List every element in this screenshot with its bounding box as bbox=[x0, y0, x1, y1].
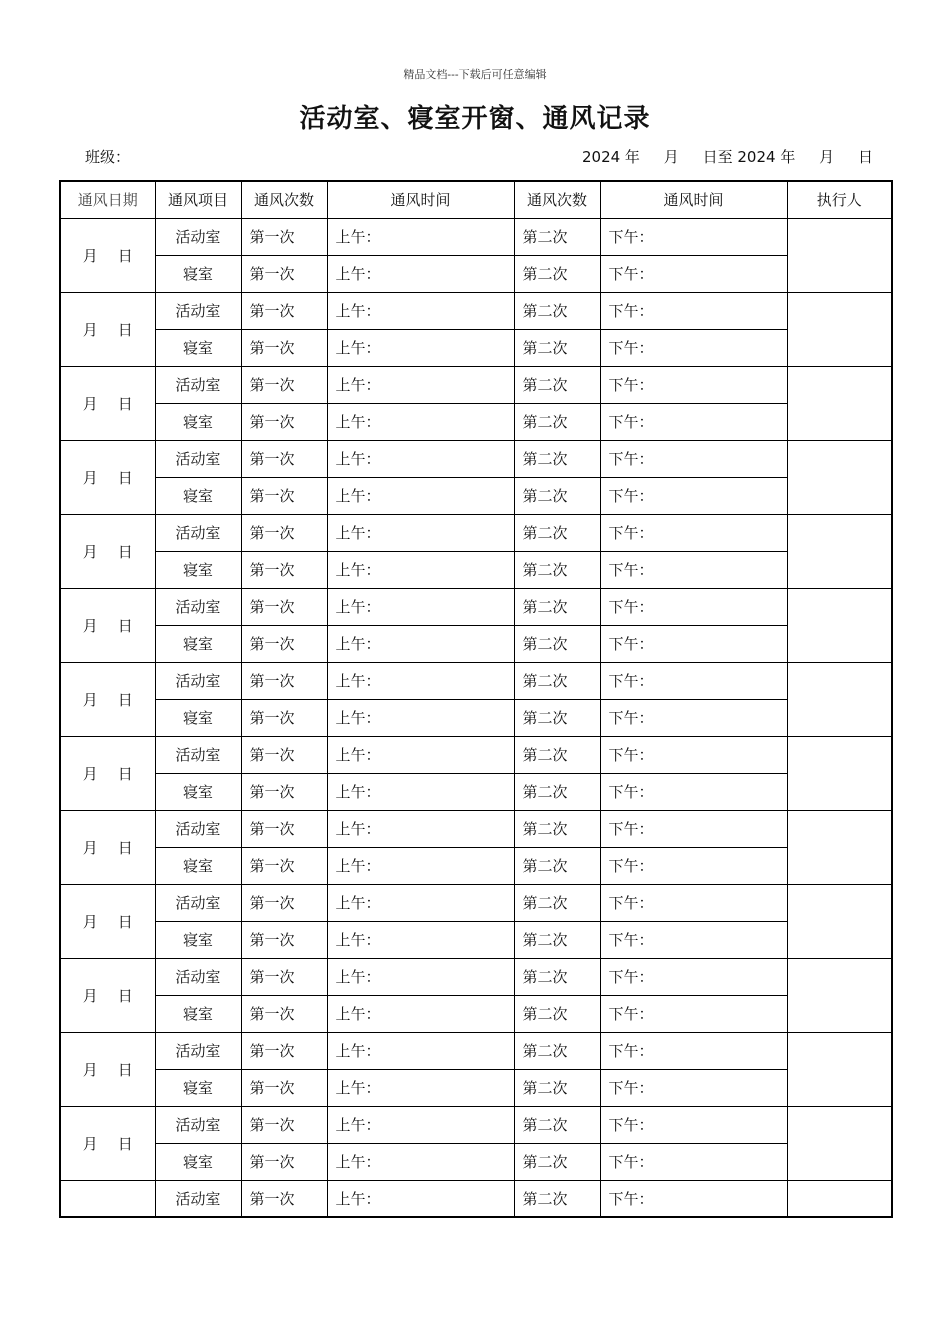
date-cell[interactable] bbox=[60, 1106, 155, 1180]
date-cell[interactable] bbox=[60, 884, 155, 958]
first-count-cell: 第一次 bbox=[241, 588, 327, 625]
second-count-cell: 第二次 bbox=[514, 255, 600, 292]
second-count-cell: 第二次 bbox=[514, 403, 600, 440]
table-row bbox=[60, 921, 892, 958]
room-cell: 寝室 bbox=[155, 477, 241, 514]
day-label: 日 bbox=[117, 912, 133, 931]
column-header-time-1: 通风时间 bbox=[327, 181, 514, 218]
afternoon-time-cell[interactable]: 下午： bbox=[600, 1180, 787, 1217]
room-cell: 寝室 bbox=[155, 773, 241, 810]
day-label: 日 bbox=[117, 542, 133, 561]
month-label: 月 bbox=[82, 764, 98, 783]
second-count-cell: 第二次 bbox=[514, 625, 600, 662]
room-cell: 活动室 bbox=[155, 662, 241, 699]
room-cell: 活动室 bbox=[155, 440, 241, 477]
day-label: 日 bbox=[117, 764, 133, 783]
first-count-cell: 第一次 bbox=[241, 255, 327, 292]
morning-time-cell[interactable]: 上午： bbox=[327, 477, 514, 514]
date-cell[interactable] bbox=[60, 1032, 155, 1106]
room-cell: 活动室 bbox=[155, 1180, 241, 1217]
date-cell[interactable] bbox=[60, 218, 155, 292]
first-count-cell: 第一次 bbox=[241, 1143, 327, 1180]
first-count-cell: 第一次 bbox=[241, 810, 327, 847]
table-row bbox=[60, 440, 892, 477]
first-count-cell: 第一次 bbox=[241, 440, 327, 477]
room-cell: 活动室 bbox=[155, 810, 241, 847]
afternoon-time-cell[interactable]: 下午： bbox=[600, 366, 787, 403]
afternoon-time-cell[interactable]: 下午： bbox=[600, 884, 787, 921]
date-cell[interactable] bbox=[60, 1180, 155, 1217]
afternoon-time-cell[interactable]: 下午： bbox=[600, 958, 787, 995]
morning-time-cell[interactable]: 上午： bbox=[327, 736, 514, 773]
first-count-cell: 第一次 bbox=[241, 477, 327, 514]
first-count-cell: 第一次 bbox=[241, 514, 327, 551]
room-cell: 寝室 bbox=[155, 995, 241, 1032]
table-row bbox=[60, 699, 892, 736]
afternoon-time-cell[interactable]: 下午： bbox=[600, 1143, 787, 1180]
second-count-cell: 第二次 bbox=[514, 366, 600, 403]
table-row bbox=[60, 551, 892, 588]
first-count-cell: 第一次 bbox=[241, 884, 327, 921]
second-count-cell: 第二次 bbox=[514, 773, 600, 810]
morning-time-cell[interactable]: 上午： bbox=[327, 921, 514, 958]
afternoon-time-cell[interactable]: 下午： bbox=[600, 1069, 787, 1106]
second-count-cell: 第二次 bbox=[514, 662, 600, 699]
date-cell[interactable] bbox=[60, 958, 155, 1032]
room-cell: 寝室 bbox=[155, 921, 241, 958]
watermark-text: 精品文档---下载后可任意编辑 bbox=[403, 68, 547, 81]
column-header-count-2: 通风次数 bbox=[514, 181, 600, 218]
afternoon-time-cell[interactable]: 下午： bbox=[600, 292, 787, 329]
second-count-cell: 第二次 bbox=[514, 329, 600, 366]
first-count-cell: 第一次 bbox=[241, 995, 327, 1032]
day-label: 日 bbox=[117, 246, 133, 265]
table-row bbox=[60, 1069, 892, 1106]
table-row bbox=[60, 847, 892, 884]
room-cell: 活动室 bbox=[155, 1106, 241, 1143]
executor-cell[interactable] bbox=[787, 662, 892, 736]
first-count-cell: 第一次 bbox=[241, 218, 327, 255]
afternoon-time-cell[interactable]: 下午： bbox=[600, 514, 787, 551]
first-count-cell: 第一次 bbox=[241, 403, 327, 440]
second-count-cell: 第二次 bbox=[514, 1180, 600, 1217]
table-row bbox=[60, 810, 892, 847]
second-count-cell: 第二次 bbox=[514, 847, 600, 884]
room-cell: 寝室 bbox=[155, 255, 241, 292]
second-count-cell: 第二次 bbox=[514, 995, 600, 1032]
second-count-cell: 第二次 bbox=[514, 1143, 600, 1180]
room-cell: 活动室 bbox=[155, 292, 241, 329]
second-count-cell: 第二次 bbox=[514, 551, 600, 588]
table-row bbox=[60, 662, 892, 699]
afternoon-time-cell[interactable]: 下午： bbox=[600, 440, 787, 477]
second-count-cell: 第二次 bbox=[514, 699, 600, 736]
room-cell: 活动室 bbox=[155, 1032, 241, 1069]
first-count-cell: 第一次 bbox=[241, 662, 327, 699]
day-label: 日 bbox=[117, 468, 133, 487]
second-count-cell: 第二次 bbox=[514, 736, 600, 773]
morning-time-cell[interactable]: 上午： bbox=[327, 1069, 514, 1106]
room-cell: 活动室 bbox=[155, 218, 241, 255]
room-cell: 活动室 bbox=[155, 884, 241, 921]
room-cell: 寝室 bbox=[155, 1143, 241, 1180]
date-cell[interactable] bbox=[60, 366, 155, 440]
second-count-cell: 第二次 bbox=[514, 477, 600, 514]
first-count-cell: 第一次 bbox=[241, 1032, 327, 1069]
morning-time-cell[interactable]: 上午： bbox=[327, 1032, 514, 1069]
morning-time-cell[interactable]: 上午： bbox=[327, 1143, 514, 1180]
day-label: 日 bbox=[117, 616, 133, 635]
date-cell[interactable] bbox=[60, 440, 155, 514]
second-count-cell: 第二次 bbox=[514, 514, 600, 551]
first-count-cell: 第一次 bbox=[241, 1180, 327, 1217]
first-count-cell: 第一次 bbox=[241, 736, 327, 773]
room-cell: 寝室 bbox=[155, 625, 241, 662]
table-row bbox=[60, 255, 892, 292]
month-label: 月 bbox=[82, 1134, 98, 1153]
month-label: 月 bbox=[82, 912, 98, 931]
second-count-cell: 第二次 bbox=[514, 958, 600, 995]
executor-cell[interactable] bbox=[787, 292, 892, 366]
morning-time-cell[interactable]: 上午： bbox=[327, 810, 514, 847]
table-row bbox=[60, 884, 892, 921]
morning-time-cell[interactable]: 上午： bbox=[327, 514, 514, 551]
room-cell: 活动室 bbox=[155, 514, 241, 551]
second-count-cell: 第二次 bbox=[514, 884, 600, 921]
afternoon-time-cell[interactable]: 下午： bbox=[600, 218, 787, 255]
month-label: 月 bbox=[82, 542, 98, 561]
month-label: 月 bbox=[82, 246, 98, 265]
month-label: 月 bbox=[82, 394, 98, 413]
afternoon-time-cell[interactable]: 下午： bbox=[600, 477, 787, 514]
first-count-cell: 第一次 bbox=[241, 551, 327, 588]
afternoon-time-cell[interactable]: 下午： bbox=[600, 1106, 787, 1143]
afternoon-time-cell[interactable]: 下午： bbox=[600, 403, 787, 440]
table-row bbox=[60, 625, 892, 662]
afternoon-time-cell[interactable]: 下午： bbox=[600, 699, 787, 736]
table-row bbox=[60, 588, 892, 625]
morning-time-cell[interactable]: 上午： bbox=[327, 847, 514, 884]
morning-time-cell[interactable]: 上午： bbox=[327, 292, 514, 329]
second-count-cell: 第二次 bbox=[514, 588, 600, 625]
afternoon-time-cell[interactable]: 下午： bbox=[600, 736, 787, 773]
morning-time-cell[interactable]: 上午： bbox=[327, 1106, 514, 1143]
room-cell: 活动室 bbox=[155, 366, 241, 403]
table-row bbox=[60, 773, 892, 810]
month-label: 月 bbox=[82, 320, 98, 339]
morning-time-cell[interactable]: 上午： bbox=[327, 588, 514, 625]
table-row bbox=[60, 958, 892, 995]
table-row bbox=[60, 514, 892, 551]
column-header-executor: 执行人 bbox=[787, 181, 892, 218]
day-label: 日 bbox=[117, 320, 133, 339]
morning-time-cell[interactable]: 上午： bbox=[327, 699, 514, 736]
executor-cell[interactable] bbox=[787, 1106, 892, 1180]
executor-cell[interactable] bbox=[787, 588, 892, 662]
executor-cell[interactable] bbox=[787, 736, 892, 810]
second-count-cell: 第二次 bbox=[514, 292, 600, 329]
afternoon-time-cell[interactable]: 下午： bbox=[600, 995, 787, 1032]
afternoon-time-cell[interactable]: 下午： bbox=[600, 588, 787, 625]
month-label: 月 bbox=[82, 468, 98, 487]
day-label: 日 bbox=[117, 1134, 133, 1153]
executor-cell[interactable] bbox=[787, 514, 892, 588]
day-label: 日 bbox=[117, 986, 133, 1005]
morning-time-cell[interactable]: 上午： bbox=[327, 958, 514, 995]
room-cell: 寝室 bbox=[155, 699, 241, 736]
table-row bbox=[60, 1106, 892, 1143]
date-cell[interactable] bbox=[60, 736, 155, 810]
month-label: 月 bbox=[82, 1060, 98, 1079]
executor-cell[interactable] bbox=[787, 440, 892, 514]
executor-cell[interactable] bbox=[787, 958, 892, 1032]
second-count-cell: 第二次 bbox=[514, 1032, 600, 1069]
month-label: 月 bbox=[82, 616, 98, 635]
column-header-date: 通风日期 bbox=[60, 181, 155, 218]
class-label: 班级： bbox=[85, 148, 131, 166]
table-row bbox=[60, 403, 892, 440]
day-label: 日 bbox=[117, 394, 133, 413]
column-header-item: 通风项目 bbox=[155, 181, 241, 218]
morning-time-cell[interactable]: 上午： bbox=[327, 551, 514, 588]
first-count-cell: 第一次 bbox=[241, 329, 327, 366]
table-header-row bbox=[60, 181, 892, 218]
column-header-count-1: 通风次数 bbox=[241, 181, 327, 218]
executor-cell[interactable] bbox=[787, 884, 892, 958]
table-row bbox=[60, 366, 892, 403]
morning-time-cell[interactable]: 上午： bbox=[327, 329, 514, 366]
date-cell[interactable] bbox=[60, 810, 155, 884]
first-count-cell: 第一次 bbox=[241, 958, 327, 995]
second-count-cell: 第二次 bbox=[514, 1069, 600, 1106]
morning-time-cell[interactable]: 上午： bbox=[327, 773, 514, 810]
morning-time-cell[interactable]: 上午： bbox=[327, 255, 514, 292]
table-row bbox=[60, 329, 892, 366]
afternoon-time-cell[interactable]: 下午： bbox=[600, 773, 787, 810]
table-row bbox=[60, 1180, 892, 1217]
executor-cell[interactable] bbox=[787, 1180, 892, 1217]
month-label: 月 bbox=[82, 690, 98, 709]
afternoon-time-cell[interactable]: 下午： bbox=[600, 847, 787, 884]
month-label: 月 bbox=[82, 986, 98, 1005]
executor-cell[interactable] bbox=[787, 218, 892, 292]
room-cell: 活动室 bbox=[155, 958, 241, 995]
table-body bbox=[60, 218, 892, 1217]
morning-time-cell[interactable]: 上午： bbox=[327, 625, 514, 662]
afternoon-time-cell[interactable]: 下午： bbox=[600, 662, 787, 699]
morning-time-cell[interactable]: 上午： bbox=[327, 662, 514, 699]
day-label: 日 bbox=[117, 690, 133, 709]
morning-time-cell[interactable]: 上午： bbox=[327, 440, 514, 477]
room-cell: 寝室 bbox=[155, 403, 241, 440]
morning-time-cell[interactable]: 上午： bbox=[327, 995, 514, 1032]
first-count-cell: 第一次 bbox=[241, 699, 327, 736]
month-label: 月 bbox=[82, 838, 98, 857]
room-cell: 寝室 bbox=[155, 551, 241, 588]
first-count-cell: 第一次 bbox=[241, 773, 327, 810]
table-row bbox=[60, 1143, 892, 1180]
room-cell: 寝室 bbox=[155, 1069, 241, 1106]
table-row bbox=[60, 218, 892, 255]
table-row bbox=[60, 1032, 892, 1069]
second-count-cell: 第二次 bbox=[514, 921, 600, 958]
first-count-cell: 第一次 bbox=[241, 921, 327, 958]
executor-cell[interactable] bbox=[787, 366, 892, 440]
first-count-cell: 第一次 bbox=[241, 847, 327, 884]
column-header-time-2: 通风时间 bbox=[600, 181, 787, 218]
page-title: 活动室、寝室开窗、通风记录 bbox=[299, 104, 651, 134]
second-count-cell: 第二次 bbox=[514, 440, 600, 477]
day-label: 日 bbox=[117, 1060, 133, 1079]
afternoon-time-cell[interactable]: 下午： bbox=[600, 810, 787, 847]
date-cell[interactable] bbox=[60, 514, 155, 588]
day-label: 日 bbox=[117, 838, 133, 857]
afternoon-time-cell[interactable]: 下午： bbox=[600, 255, 787, 292]
afternoon-time-cell[interactable]: 下午： bbox=[600, 921, 787, 958]
morning-time-cell[interactable]: 上午： bbox=[327, 884, 514, 921]
executor-cell[interactable] bbox=[787, 1032, 892, 1106]
executor-cell[interactable] bbox=[787, 810, 892, 884]
table-row bbox=[60, 292, 892, 329]
first-count-cell: 第一次 bbox=[241, 625, 327, 662]
second-count-cell: 第二次 bbox=[514, 218, 600, 255]
second-count-cell: 第二次 bbox=[514, 810, 600, 847]
afternoon-time-cell[interactable]: 下午： bbox=[600, 329, 787, 366]
date-cell[interactable] bbox=[60, 662, 155, 736]
first-count-cell: 第一次 bbox=[241, 366, 327, 403]
table-row bbox=[60, 477, 892, 514]
afternoon-time-cell[interactable]: 下午： bbox=[600, 625, 787, 662]
afternoon-time-cell[interactable]: 下午： bbox=[600, 551, 787, 588]
date-cell[interactable] bbox=[60, 292, 155, 366]
room-cell: 寝室 bbox=[155, 329, 241, 366]
date-range: 2024 年 月 日至 2024 年 月 日 bbox=[581, 148, 873, 166]
morning-time-cell[interactable]: 上午： bbox=[327, 366, 514, 403]
room-cell: 活动室 bbox=[155, 588, 241, 625]
afternoon-time-cell[interactable]: 下午： bbox=[600, 1032, 787, 1069]
morning-time-cell[interactable]: 上午： bbox=[327, 218, 514, 255]
first-count-cell: 第一次 bbox=[241, 1069, 327, 1106]
morning-time-cell[interactable]: 上午： bbox=[327, 1180, 514, 1217]
ventilation-log-table bbox=[59, 180, 893, 1218]
room-cell: 寝室 bbox=[155, 847, 241, 884]
first-count-cell: 第一次 bbox=[241, 1106, 327, 1143]
room-cell: 活动室 bbox=[155, 736, 241, 773]
table-row bbox=[60, 995, 892, 1032]
table-row bbox=[60, 736, 892, 773]
second-count-cell: 第二次 bbox=[514, 1106, 600, 1143]
morning-time-cell[interactable]: 上午： bbox=[327, 403, 514, 440]
first-count-cell: 第一次 bbox=[241, 292, 327, 329]
date-cell[interactable] bbox=[60, 588, 155, 662]
